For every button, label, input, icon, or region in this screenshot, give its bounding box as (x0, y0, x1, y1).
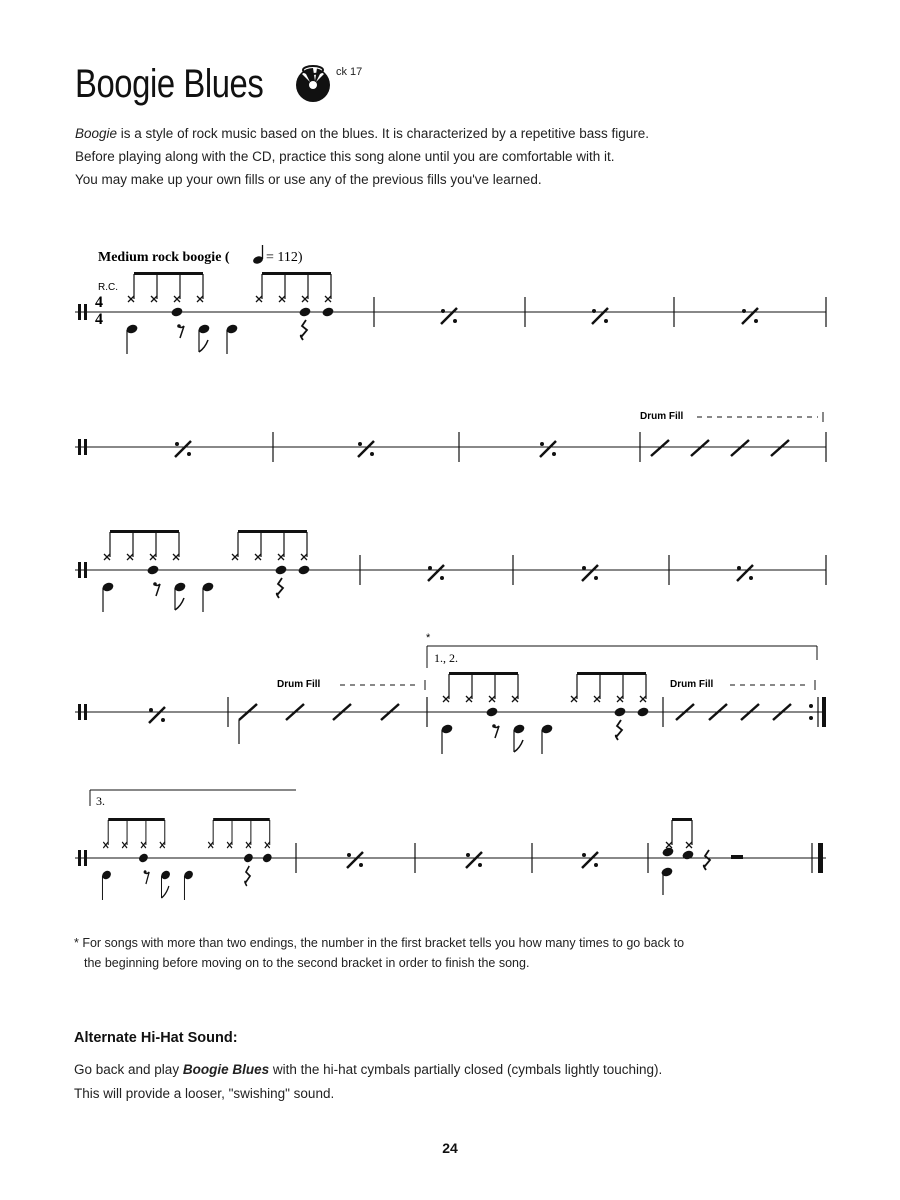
page-number: 24 (442, 1140, 458, 1156)
footnote-line-1: * For songs with more than two endings, the number in the first bracket tells you how many times to go back to (74, 936, 685, 950)
tempo-marking: Medium rock boogie ( (98, 250, 230, 265)
ending-1-label: 1., 2. (434, 651, 458, 665)
quarter-note-icon (252, 245, 264, 265)
alternate-line-2: This will provide a looser, "swishing" sound. (74, 1086, 335, 1101)
ending-2-label: 3. (96, 794, 105, 808)
alternate-song-name: Boogie Blues (182, 1062, 270, 1077)
drum-fill-label-2: Drum Fill (277, 679, 321, 690)
footnote (74, 933, 794, 973)
time-signature-bottom: 4 (95, 311, 103, 328)
page-title: Boogie Blues (75, 62, 264, 106)
intro-term: Boogie (75, 126, 118, 141)
ride-cymbal-label: R.C. (98, 282, 118, 293)
alternate-line-1-pre: Go back and play (74, 1062, 183, 1077)
tempo-value: = 112) (266, 250, 303, 265)
alternate-heading: Alternate Hi-Hat Sound: (74, 1030, 238, 1046)
time-signature-top: 4 (95, 294, 103, 311)
staff-system-3 (75, 530, 826, 612)
staff-system-5 (75, 790, 826, 900)
drum-fill-label-3: Drum Fill (670, 679, 714, 690)
intro-line-3: You may make up your own fills or use any of the previous fills you've learned. (75, 172, 542, 187)
drum-fill-label-1: Drum Fill (640, 411, 684, 422)
staff-system-1 (75, 272, 826, 354)
intro-line-2: Before playing along with the CD, practice this song alone until you are comfortable with it. (75, 149, 615, 164)
ending-marker: * (426, 632, 431, 644)
alternate-line-1-post: with the hi-hat cymbals partially closed (cymbals lightly touching). (269, 1062, 663, 1077)
alternate-body (74, 1058, 794, 1106)
staff-system-4 (75, 632, 826, 754)
intro-line-1: is a style of rock music based on the blues. It is characterized by a repetitive bass figure. (117, 126, 650, 141)
staff-system-2 (75, 411, 826, 462)
track-number: ck 17 (336, 66, 363, 78)
footnote-line-2: the beginning before moving on to the second bracket in order to finish the song. (84, 956, 530, 970)
